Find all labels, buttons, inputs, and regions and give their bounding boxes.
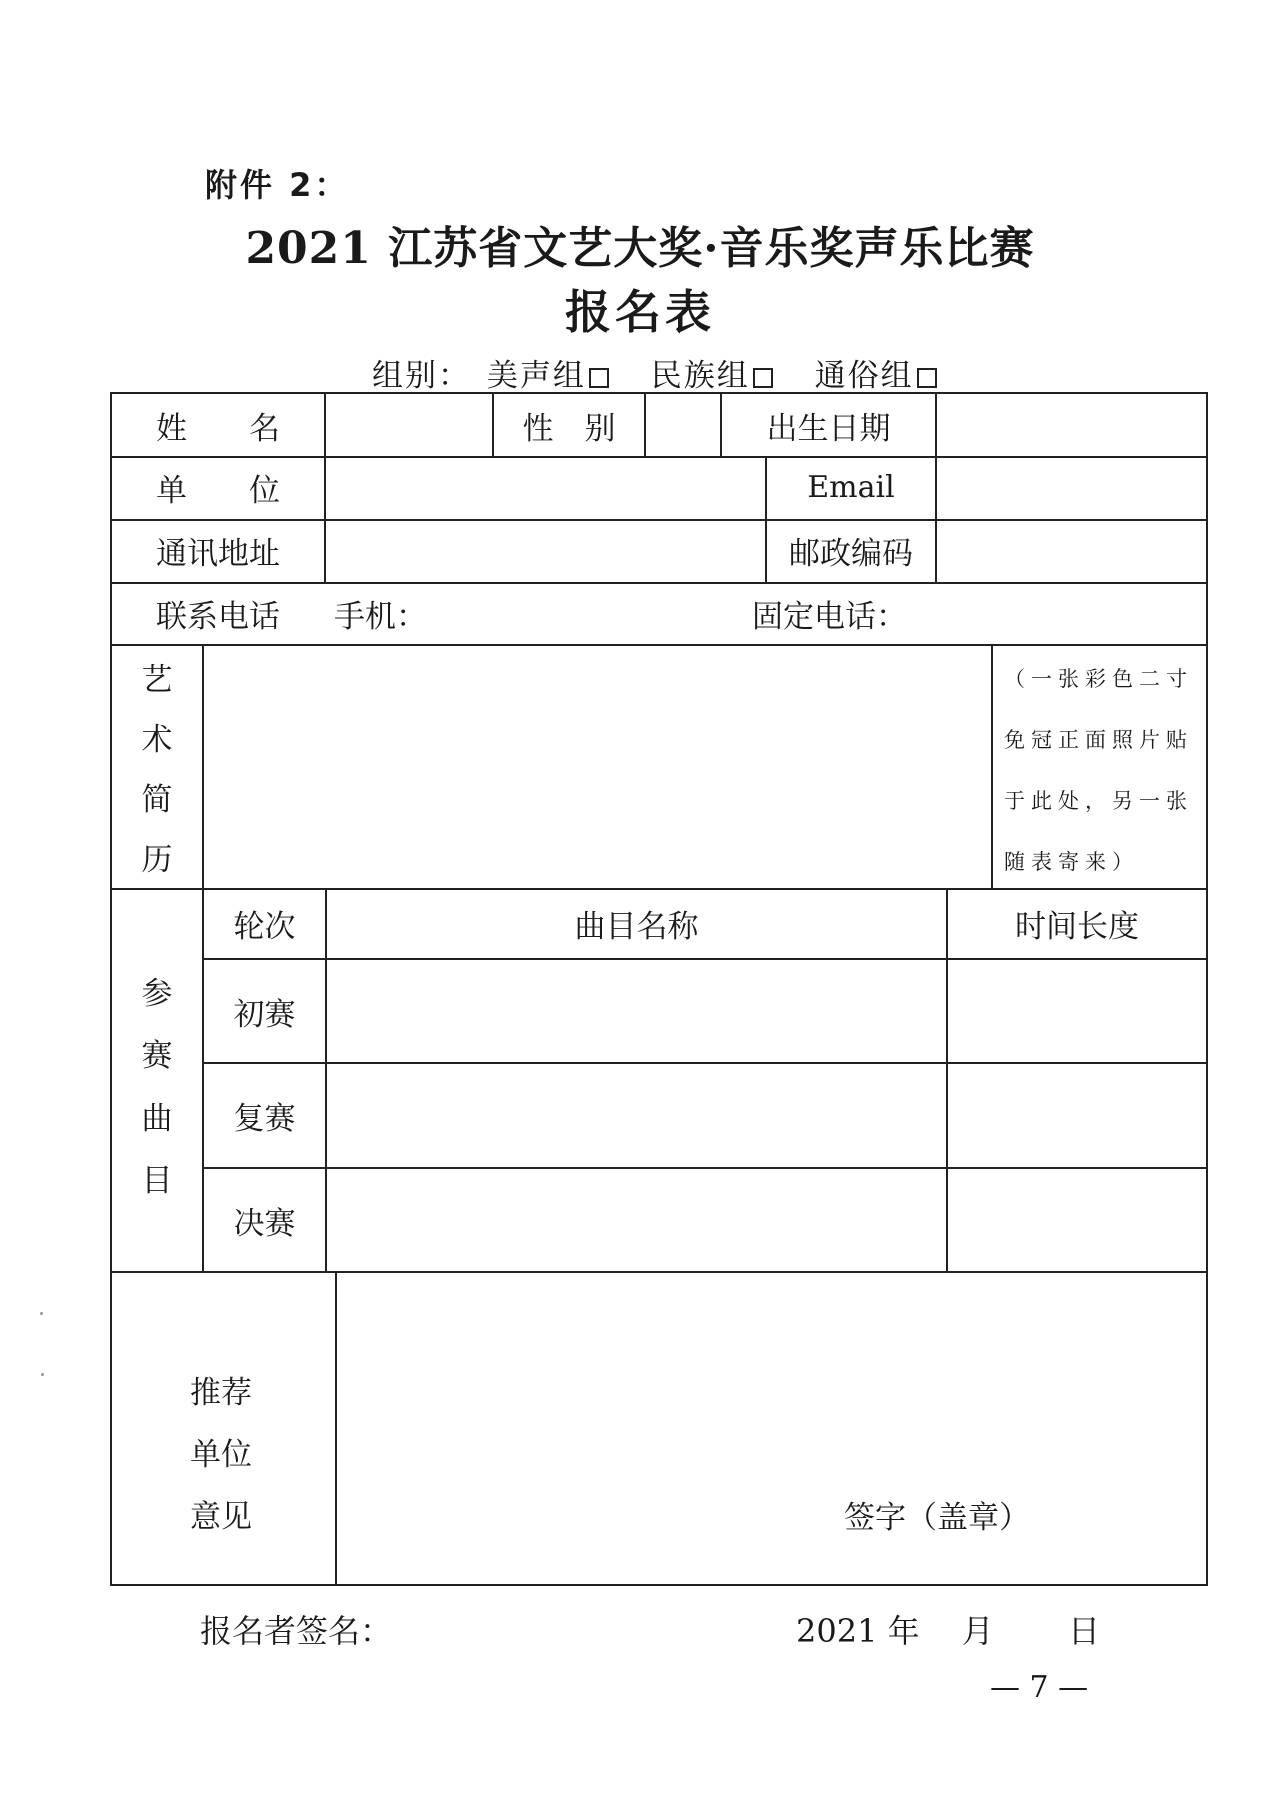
- postcode-label: 邮政编码: [789, 536, 913, 572]
- form-subtitle: 报名表: [565, 285, 715, 339]
- address-field[interactable]: [326, 519, 765, 582]
- email-label: Email: [807, 470, 895, 505]
- form-title: 2021 江苏省文艺大奖·音乐奖声乐比赛: [245, 223, 1035, 274]
- recommendation-label: [190, 1362, 252, 1548]
- art-bio-field[interactable]: [204, 646, 991, 888]
- round-preliminary-label: 初赛: [233, 996, 296, 1033]
- semifinal-song-field[interactable]: [327, 1064, 946, 1167]
- scan-speck: [40, 1312, 43, 1315]
- group-option-bel-canto[interactable]: [487, 358, 609, 394]
- art-bio-char: 简: [141, 781, 173, 818]
- mobile-field[interactable]: [457, 582, 707, 644]
- gender-label: 性 别: [522, 410, 616, 447]
- gender-field[interactable]: [646, 394, 720, 456]
- name-field[interactable]: [326, 394, 492, 456]
- final-song-field[interactable]: [327, 1169, 946, 1271]
- landline-label: 固定电话：: [752, 598, 907, 635]
- applicant-signature-label: 报名者签名：: [200, 1612, 393, 1650]
- recommendation-line: 意见: [190, 1499, 252, 1535]
- col-divider: [991, 644, 993, 888]
- name-label: 姓 名: [156, 410, 280, 447]
- songs-char: 目: [141, 1163, 173, 1200]
- art-bio-char: 历: [141, 841, 173, 878]
- group-option-label: 美声组: [486, 358, 586, 394]
- songs-label: [112, 959, 202, 1209]
- date-line: 2021 年 月 日: [796, 1612, 1100, 1650]
- songs-char: 赛: [141, 1038, 173, 1075]
- landline-field[interactable]: [932, 582, 1202, 644]
- registration-table: [110, 392, 1208, 1586]
- mobile-label: 手机：: [334, 598, 427, 635]
- preliminary-duration-field[interactable]: [948, 960, 1206, 1062]
- round-final-label: 决赛: [233, 1205, 296, 1242]
- round-header: 轮次: [233, 908, 296, 945]
- final-duration-field[interactable]: [948, 1169, 1206, 1271]
- group-prefix: 组别：: [372, 358, 471, 394]
- songs-char: 曲: [141, 1100, 173, 1137]
- recommendation-line: 单位: [190, 1437, 252, 1473]
- semifinal-duration-field[interactable]: [948, 1064, 1206, 1167]
- art-bio-char: 艺: [141, 661, 173, 698]
- checkbox-icon[interactable]: [753, 368, 773, 388]
- page-number: — 7 —: [990, 1670, 1089, 1705]
- group-option-pop[interactable]: [815, 358, 937, 394]
- checkbox-icon[interactable]: [589, 368, 609, 388]
- birth-date-label: 出生日期: [766, 410, 891, 447]
- email-field[interactable]: [937, 456, 1206, 519]
- preliminary-song-field[interactable]: [327, 960, 946, 1062]
- attachment-label: 附件 2：: [205, 166, 350, 204]
- phone-label: 联系电话: [156, 598, 280, 635]
- group-option-label: 通俗组: [814, 358, 914, 394]
- photo-placeholder-note: （一张彩色二寸免冠正面照片贴于此处，另一张随表寄来）: [1004, 667, 1193, 874]
- round-semifinal-label: 复赛: [233, 1101, 296, 1137]
- group-selector: [372, 350, 967, 395]
- scan-speck: [41, 1373, 44, 1376]
- art-bio-char: 术: [141, 721, 173, 758]
- unit-field[interactable]: [326, 456, 765, 519]
- art-bio-label: [112, 646, 202, 886]
- signature-seal-label: 签字（盖章）: [844, 1499, 1030, 1536]
- duration-header: 时间长度: [1015, 908, 1139, 945]
- song-title-header: 曲目名称: [574, 908, 699, 945]
- recommendation-field[interactable]: [337, 1273, 1206, 1584]
- checkbox-icon[interactable]: [917, 368, 937, 388]
- recommendation-line: 推荐: [190, 1375, 252, 1411]
- address-label: 通讯地址: [156, 536, 280, 572]
- group-option-folk[interactable]: [651, 358, 773, 394]
- group-option-label: 民族组: [650, 358, 750, 394]
- birth-date-field[interactable]: [937, 394, 1206, 456]
- songs-char: 参: [141, 975, 173, 1012]
- unit-label: 单 位: [156, 473, 280, 509]
- postcode-field[interactable]: [937, 519, 1206, 582]
